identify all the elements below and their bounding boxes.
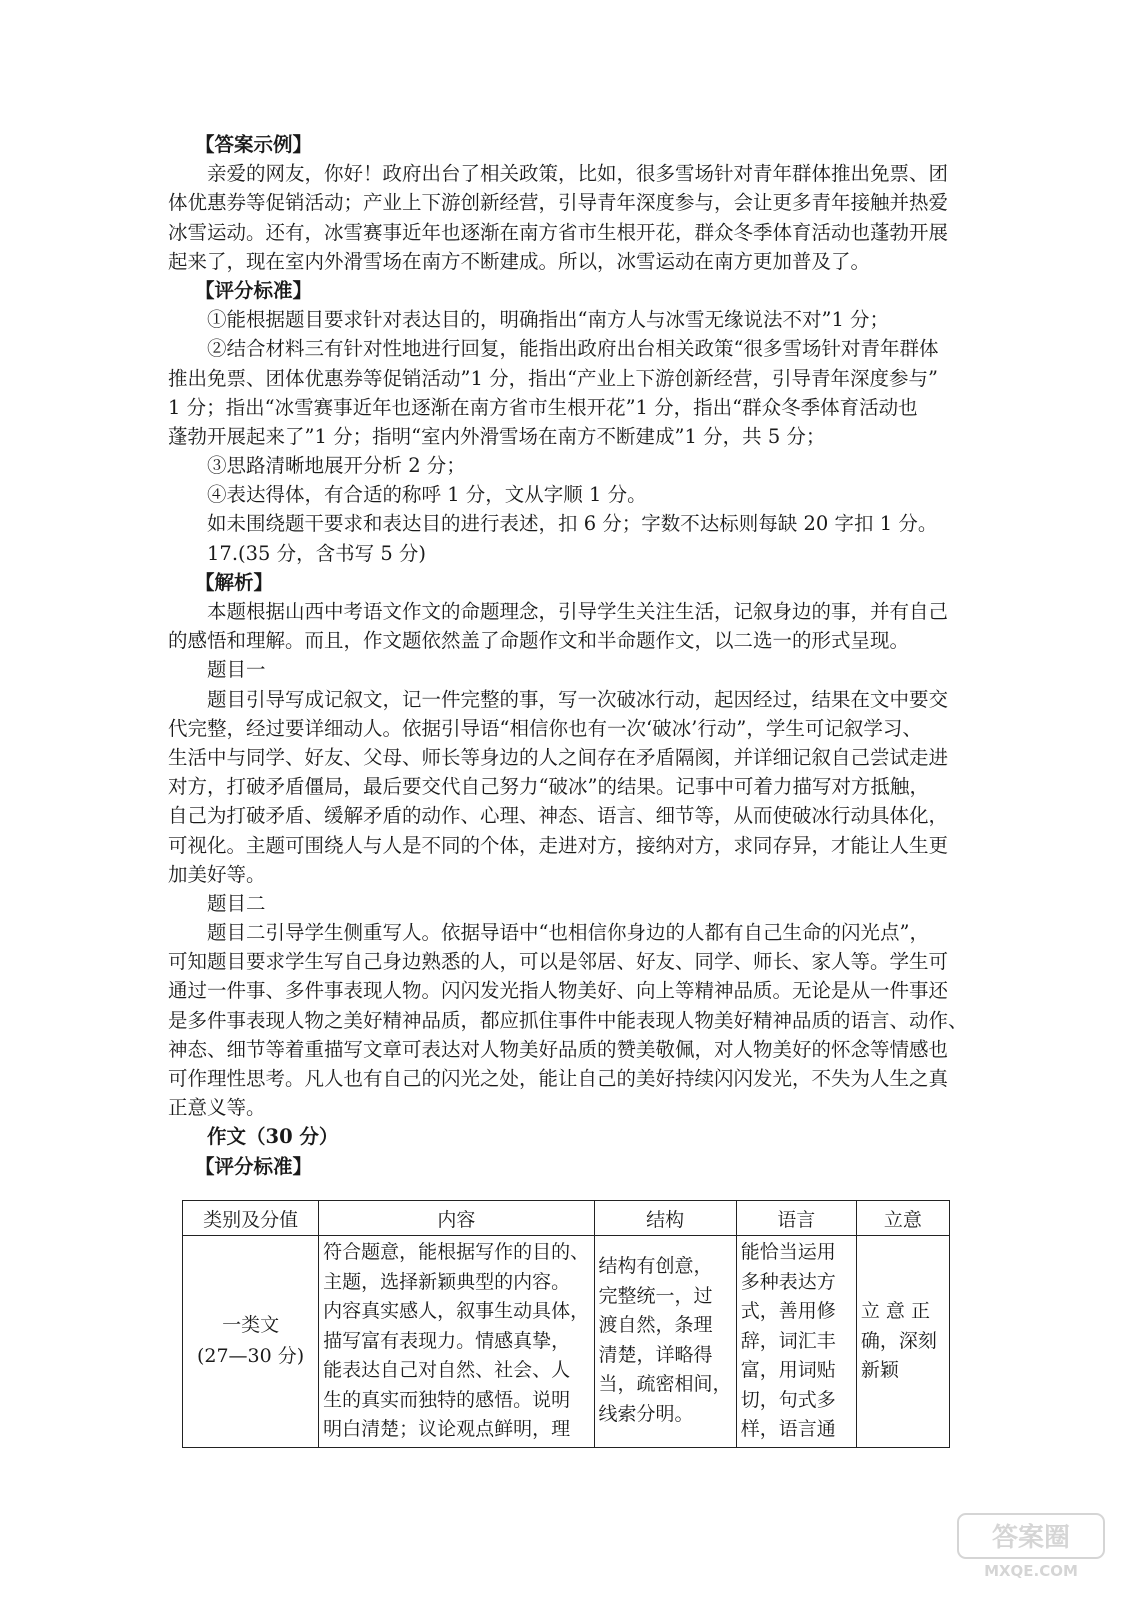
analysis-heading: 【解析】 (195, 570, 274, 594)
content-line: 能表达自己对自然、社会、人 (323, 1359, 571, 1381)
answer-example-line: 冰雪运动。还有，冰雪赛事近年也逐渐在南方省市生根开花，群众冬季体育活动也蓬勃开展 (168, 220, 949, 244)
language-line: 样，语言通 (740, 1418, 836, 1440)
topic2-line: 通过一件事、多件事表现人物。闪闪发光指人物美好、向上等精神品质。无论是从一件事还 (168, 979, 949, 1003)
category-name: 一类文 (222, 1314, 280, 1337)
topic2-heading: 题目二 (207, 891, 266, 915)
intent-line: 立 意 正 (860, 1300, 930, 1322)
table-header-cell: 结构 (594, 1201, 736, 1236)
scoring-line: 蓬勃开展起来了”1 分；指明“室内外滑雪场在南方不断建成”1 分，共 5 分； (168, 424, 826, 448)
language-line: 辞，词汇丰 (740, 1329, 836, 1352)
topic1-line: 代完整，经过要详细动人。依据引导语“相信你也有一次‘破冰’行动”，学生可记叙学习、 (168, 716, 922, 740)
analysis-line: 本题根据山西中考语文作文的命题理念，引导学生关注生活，记叙身边的事，并有自己 (207, 600, 949, 623)
scoring-line: 推出免票、团体优惠券等促销活动”1 分，指出“产业上下游创新经营，引导青年深度参与” (168, 366, 939, 390)
table-header-cell: 内容 (319, 1201, 594, 1236)
essay-scoring-heading: 【评分标准】 (195, 1154, 313, 1178)
content-line: 主题，选择新颖典型的内容。 (323, 1270, 571, 1293)
category-cell (183, 1236, 319, 1448)
structure-line: 当，疏密相间， (598, 1373, 732, 1395)
intent-cell (856, 1236, 949, 1448)
structure-line: 完整统一，过 (598, 1284, 713, 1307)
topic1-line: 对方，打破矛盾僵局，最后要交代自己努力“破冰”的结果。记事中可着力描写对方抵触， (168, 775, 929, 799)
watermark-bottom-text: MXQE.COM (984, 1562, 1078, 1580)
structure-line: 线索分明。 (598, 1402, 694, 1425)
language-line: 切，句式多 (740, 1388, 836, 1411)
structure-line: 清楚，详略得 (598, 1343, 713, 1366)
answer-example-line: 起来了，现在室内外滑雪场在南方不断建成。所以，冰雪运动在南方更加普及了。 (168, 249, 871, 273)
scoring-line: ②结合材料三有针对性地进行回复，能指出政府出台相关政策“很多雪场针对青年群体 (207, 337, 939, 361)
table-header-cell: 语言 (736, 1201, 856, 1236)
topic1-line: 题目引导写成记叙文，记一件完整的事，写一次破冰行动，起因经过，结果在文中要交 (207, 687, 949, 711)
category-score-range: (27—30 分) (196, 1345, 305, 1368)
scoring-line: 如未围绕题干要求和表达目的进行表述，扣 6 分；字数不达标则每缺 20 字扣 1 分。 (207, 512, 938, 536)
language-line: 多种表达方 (740, 1270, 836, 1293)
site-watermark-logo (956, 1512, 1106, 1582)
language-cell (736, 1236, 856, 1448)
topic1-heading: 题目一 (207, 658, 266, 682)
analysis-line: 的感悟和理解。而且，作文题依然盖了命题作文和半命题作文，以二选一的形式呈现。 (168, 629, 910, 653)
topic2-line: 可作理性思考。凡人也有自己的闪光之处，能让自己的美好持续闪闪发光，不失为人生之真 (168, 1067, 949, 1090)
content-cell (319, 1236, 594, 1448)
language-line: 式，善用修 (740, 1300, 836, 1322)
essay-grading-table (182, 1200, 950, 1448)
topic2-line: 神态、细节等着重描写文章可表达对人物美好品质的赞美敬佩，对人物美好的怀念等情感也 (168, 1037, 949, 1061)
topic1-line: 生活中与同学、好友、父母、师长等身边的人之间存在矛盾隔阂，并详细记叙自己尝试走进 (168, 745, 949, 769)
topic2-line: 题目二引导学生侧重写人。依据导语中“也相信你身边的人都有自己生命的闪光点”， (207, 921, 929, 945)
document-body (168, 130, 968, 1181)
table-header-row (183, 1201, 950, 1236)
topic1-line: 可视化。主题可围绕人与人是不同的个体，走进对方，接纳对方，求同存异，才能让人生更 (168, 833, 949, 857)
content-line: 描写富有表现力。情感真挚， (323, 1329, 571, 1352)
topic2-line: 正意义等。 (168, 1096, 266, 1120)
scoring-line: 1 分；指出“冰雪赛事近年也逐渐在南方省市生根开花”1 分，指出“群众冬季体育活动也 (168, 395, 918, 419)
structure-line: 结构有创意， (598, 1255, 713, 1277)
answer-example-line: 体优惠券等促销活动；产业上下游创新经营，引导青年深度参与，会让更多青年接触并热爱 (168, 191, 949, 215)
structure-line: 渡自然，条理 (598, 1314, 713, 1336)
topic2-line: 是多件事表现人物之美好精神品质，都应抓住事件中能表现人物美好精神品质的语言、动作、 (168, 1008, 968, 1032)
language-line: 富，用词贴 (740, 1359, 836, 1381)
scoring-line: ④表达得体，有合适的称呼 1 分，文从字顺 1 分。 (207, 483, 647, 507)
question-17-title: 17.(35 分，含书写 5 分) (207, 541, 427, 565)
table-row (183, 1236, 950, 1448)
language-line: 能恰当运用 (740, 1241, 836, 1263)
watermark-top-text: 答案圈 (991, 1523, 1071, 1553)
topic1-line: 自己为打破矛盾、缓解矛盾的动作、心理、神态、语言、细节等，从而使破冰行动具体化， (168, 804, 949, 828)
structure-cell (594, 1236, 736, 1448)
topic2-line: 可知题目要求学生写自己身边熟悉的人，可以是邻居、好友、同学、师长、家人等。学生可 (168, 950, 949, 974)
intent-line: 确，深刻 (860, 1329, 937, 1352)
answer-example-heading: 【答案示例】 (195, 133, 313, 156)
table-header-cell: 类别及分值 (183, 1201, 319, 1236)
content-line: 符合题意，能根据写作的目的、 (323, 1241, 590, 1263)
content-line: 生的真实而独特的感悟。说明 (323, 1388, 571, 1411)
scoring-line: ①能根据题目要求针对表达目的，明确指出“南方人与冰雪无缘说法不对”1 分； (207, 308, 890, 332)
table-header-cell: 立意 (856, 1201, 949, 1236)
content-line: 明白清楚；议论观点鲜明，理 (323, 1418, 571, 1440)
content-line: 内容真实感人，叙事生动具体， (323, 1300, 590, 1322)
scoring-heading: 【评分标准】 (195, 278, 313, 302)
intent-line: 新颖 (860, 1359, 899, 1381)
scoring-line: ③思路清晰地展开分析 2 分； (207, 454, 466, 478)
essay-heading: 作文（30 分） (207, 1125, 339, 1149)
topic1-line: 加美好等。 (168, 862, 266, 886)
answer-example-line: 亲爱的网友，你好！政府出台了相关政策，比如，很多雪场针对青年群体推出免票、团 (207, 162, 949, 186)
